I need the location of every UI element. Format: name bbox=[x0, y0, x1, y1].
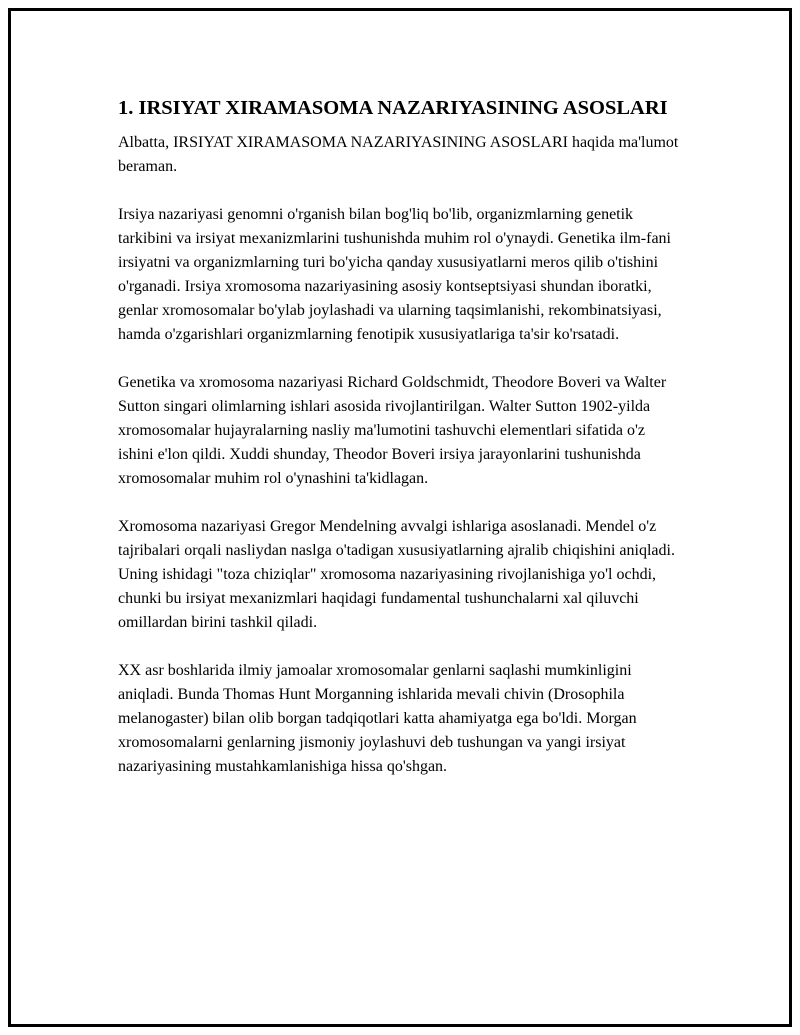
paragraph-morgan: XX asr boshlarida ilmiy jamoalar xromosomalar genlarni saqlashi mumkinligini aniqladi. Bunda Thomas Hunt Morganning ishlarida mevali chivin (Drosophila melanogaster) bilan olib borgan tadqiqotlari katta ahamiyatga ega bo'ldi. Morgan xromosomalarni genlarning jismoniy joylashuvi deb tushungan va yangi irsiyat nazariyasining mustahkamlanishiga hissa qo'shgan. bbox=[118, 662, 637, 775]
paragraph-intro: Albatta, IRSIYAT XIRAMASOMA NAZARIYASINING ASOSLARI haqida ma'lumot beraman. bbox=[118, 134, 679, 175]
paragraph-genetika-olimlar: Genetika va xromosoma nazariyasi Richard Goldschmidt, Theodore Boveri va Walter Sutton singari olimlarning ishlari asosida rivojlantirilgan. Walter Sutton 1902-yilda xromosomalar hujayralarning nasliy ma'lumotini tashuvchi elementlari sifatida o'z ishini e'lon qildi. Xuddi shunday, Theodor Boveri irsiya jarayonlarini tushunishda xromosomalar muhim rol o'ynashini ta'kidlagan. bbox=[118, 374, 667, 487]
document-body bbox=[118, 94, 684, 779]
paragraph-mendel: Xromosoma nazariyasi Gregor Mendelning avvalgi ishlariga asoslanadi. Mendel o'z tajribalari orqali nasliydan naslga o'tadigan xususiyatlarning ajralib chiqishini aniqladi. Uning ishidagi "toza chiziqlar" xromosoma nazariyasining rivojlanishiga yo'l ochdi, chunki bu irsiyat mexanizmlari haqidagi fundamental tushunchalarni xal qiluvchi omillardan birini tashkil qiladi. bbox=[118, 518, 675, 631]
paragraph-irsiya-nazariyasi: Irsiya nazariyasi genomni o'rganish bilan bog'liq bo'lib, organizmlarning genetik tarkibini va irsiyat mexanizmlarini tushunishda muhim rol o'ynaydi. Genetika ilm-fani irsiyatni va organizmlarning turi bo'yicha qanday xususiyatlarni meros qilib o'tishini o'rganadi. Irsiya xromosoma nazariyasining asosiy kontseptsiyasi shundan iboratki, genlar xromosomalar bo'ylab joylashadi va ularning taqsimlanishi, rekombinatsiyasi, hamda o'zgarishlari organizmlarning fenotipik xususiyatlariga ta'sir ko'rsatadi. bbox=[118, 206, 671, 343]
section-heading: 1. IRSIYAT XIRAMASOMA NAZARIYASINING ASOSLARI bbox=[118, 97, 668, 119]
